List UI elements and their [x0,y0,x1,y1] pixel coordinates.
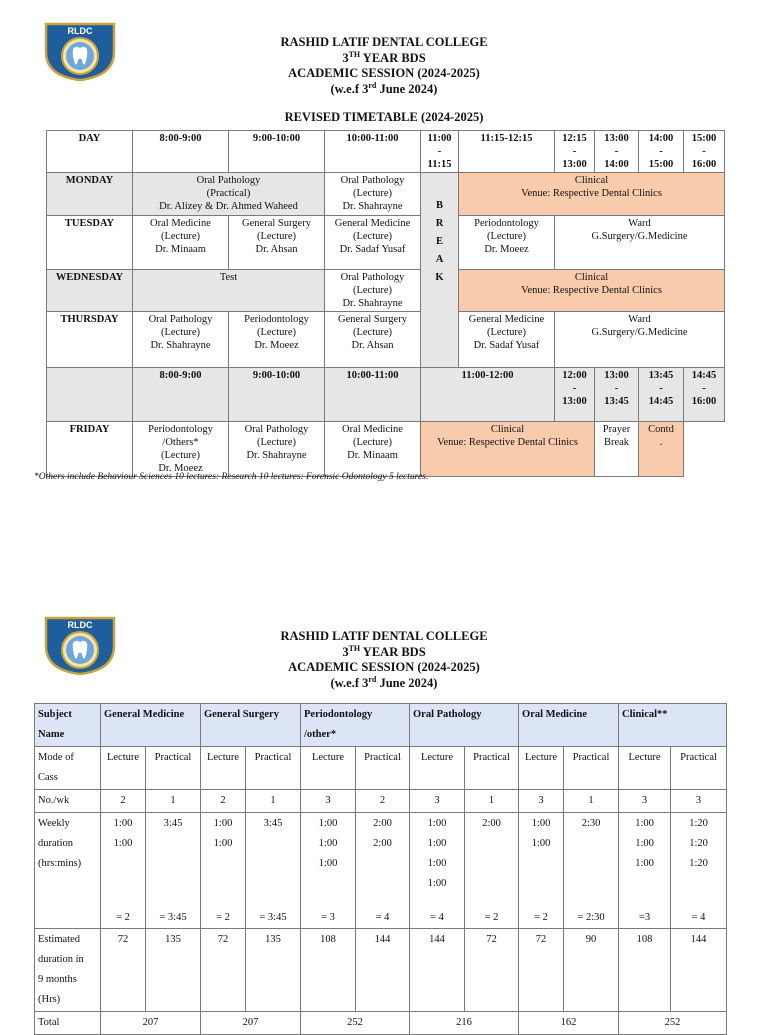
hours-summary-table [34,703,727,1035]
mode-cell: Lecture [301,747,356,790]
class-cell: Periodontology (Lecture) Dr. Moeez [459,216,555,270]
time-header: 11:00-12:00 [421,368,555,422]
thursday-row [47,312,725,368]
nowk-cell: 1 [465,790,519,813]
weekly-cell: 2:00 2:00 = 4 [356,813,410,929]
subject-cell: General Surgery [201,704,301,747]
total-cell: 162 [519,1012,619,1035]
class-cell: Oral Medicine (Lecture) Dr. Minaam [325,422,421,477]
day-label: WEDNESDAY [47,270,133,312]
est-cell: 72 [201,929,246,1012]
est-cell: 135 [246,929,301,1012]
mode-cell: Practical [671,747,727,790]
class-cell: General Surgery (Lecture) Dr. Ahsan [325,312,421,368]
nowk-cell: 1 [564,790,619,813]
nowk-cell: 2 [201,790,246,813]
weekly-cell: 2:00 = 2 [465,813,519,929]
class-cell: General Medicine (Lecture) Dr. Sadaf Yusaf [459,312,555,368]
time-header: 13:00 - 14:00 [595,131,639,173]
total-row [35,1012,727,1035]
time-header: 14:00 - 15:00 [639,131,684,173]
day-label: THURSDAY [47,312,133,368]
clinical-cell: Clinical Venue: Respective Dental Clinics [459,173,725,216]
timetable [46,130,725,477]
class-cell: Oral Medicine (Lecture) Dr. Minaam [133,216,229,270]
ward-cell: Ward G.Surgery/G.Medicine [555,312,725,368]
est-cell: 72 [519,929,564,1012]
time-header: 12:15 - 13:00 [555,131,595,173]
total-cell: 207 [201,1012,301,1035]
total-cell: 207 [101,1012,201,1035]
est-cell: 72 [465,929,519,1012]
timetable-header-row [47,131,725,173]
class-cell: Periodontology (Lecture) Dr. Moeez [229,312,325,368]
prayer-break-cell: Prayer Break [595,422,639,477]
class-cell: Oral Pathology (Practical) Dr. Alizey & Dr. Ahmed Waheed [133,173,325,216]
time-header: 11:00 - 11:15 [421,131,459,173]
mode-cell: Practical [146,747,201,790]
class-cell: Oral Pathology (Lecture) Dr. Shahrayne [229,422,325,477]
friday-row [47,422,725,477]
effective-date: (w.e.f 3rd June 2024) [330,674,438,690]
time-header: 12:00 - 13:00 [555,368,595,422]
est-cell: 135 [146,929,201,1012]
clinical-cell: Clinical Venue: Respective Dental Clinics [459,270,725,312]
year-line: 3TH YEAR BDS [342,49,426,65]
year-line: 3TH YEAR BDS [342,643,426,659]
weekly-cell: 1:00 1:00 1:00 = 3 [301,813,356,929]
time-header: 11:15-12:15 [459,131,555,173]
est-label: Estimated duration in 9 months (Hrs) [35,929,101,1012]
weekly-cell: 1:00 1:00 = 2 [519,813,564,929]
mode-cell: Lecture [410,747,465,790]
day-label: MONDAY [47,173,133,216]
nowk-cell: 2 [101,790,146,813]
mode-cell: Lecture [519,747,564,790]
est-cell: 144 [671,929,727,1012]
mode-cell: Practical [465,747,519,790]
nowk-cell: 1 [246,790,301,813]
contd-cell: Contd . [639,422,684,477]
weekly-cell: 1:00 1:00 1:00 1:00 = 4 [410,813,465,929]
nowk-cell: 2 [356,790,410,813]
subject-row [35,704,727,747]
nowk-cell: 3 [519,790,564,813]
subject-cell: General Medicine [101,704,201,747]
time-header: 9:00-10:00 [229,131,325,173]
weekly-cell: 1:00 1:00 = 2 [101,813,146,929]
mode-row [35,747,727,790]
footnote: *Others include Behaviour Sciences 10 lectures: Research 10 lectures: Forensic Odontology 5 lectures. [34,472,429,482]
time-header: 15:00 - 16:00 [684,131,725,173]
test-cell: Test [133,270,325,312]
clinical-cell: Clinical Venue: Respective Dental Clinics [421,422,595,477]
blank-cell [47,368,133,422]
ward-cell: Ward G.Surgery/G.Medicine [555,216,725,270]
weekly-cell: 1:00 1:00 = 2 [201,813,246,929]
subject-cell: Oral Medicine [519,704,619,747]
total-cell: 216 [410,1012,519,1035]
college-name: RASHID LATIF DENTAL COLLEGE [280,629,488,643]
mode-cell: Practical [356,747,410,790]
document-header [0,35,768,97]
day-header: DAY [47,131,133,173]
est-cell: 108 [301,929,356,1012]
weekly-duration-row [35,813,727,929]
nowk-cell: 3 [619,790,671,813]
time-header: 9:00-10:00 [229,368,325,422]
mode-cell: Lecture [201,747,246,790]
weekly-cell: 3:45 = 3:45 [246,813,301,929]
monday-row [47,173,725,216]
mode-label: Mode of Cass [35,747,101,790]
weekly-cell: 3:45 = 3:45 [146,813,201,929]
class-cell: Periodontology /Others* (Lecture) Dr. Moeez [133,422,229,477]
time-header: 13:00 - 13:45 [595,368,639,422]
total-cell: 252 [619,1012,727,1035]
estimated-duration-row [35,929,727,1012]
nowk-cell: 3 [671,790,727,813]
mode-cell: Practical [246,747,301,790]
time-header: 10:00-11:00 [325,131,421,173]
classes-per-week-row [35,790,727,813]
break-column: B R E A K [421,173,459,368]
mode-cell: Lecture [101,747,146,790]
est-cell: 108 [619,929,671,1012]
class-cell: Oral Pathology (Lecture) Dr. Shahrayne [325,173,421,216]
class-cell: General Medicine (Lecture) Dr. Sadaf Yusaf [325,216,421,270]
wednesday-row [47,270,725,312]
weekly-cell: 1:00 1:00 1:00 =3 [619,813,671,929]
time-header: 14:45 - 16:00 [684,368,725,422]
weekly-cell: 2:30 = 2:30 [564,813,619,929]
tuesday-row [47,216,725,270]
time-header: 8:00-9:00 [133,131,229,173]
subject-label: Subject Name [35,704,101,747]
session-line: ACADEMIC SESSION (2024-2025) [288,660,480,674]
class-cell: General Surgery (Lecture) Dr. Ahsan [229,216,325,270]
total-label: Total [35,1012,101,1035]
effective-date: (w.e.f 3rd June 2024) [330,80,438,96]
nowk-label: No./wk [35,790,101,813]
total-cell: 252 [301,1012,410,1035]
est-cell: 90 [564,929,619,1012]
weekly-label: Weekly duration (hrs:mins) [35,813,101,929]
session-line: ACADEMIC SESSION (2024-2025) [288,66,480,80]
weekly-cell: 1:20 1:20 1:20 = 4 [671,813,727,929]
nowk-cell: 1 [146,790,201,813]
friday-header-row [47,368,725,422]
nowk-cell: 3 [410,790,465,813]
class-cell: Oral Pathology (Lecture) Dr. Shahrayne [325,270,421,312]
subject-cell: Oral Pathology [410,704,519,747]
est-cell: 144 [410,929,465,1012]
time-header: 13:45 - 14:45 [639,368,684,422]
college-name: RASHID LATIF DENTAL COLLEGE [280,35,488,49]
time-header: 8:00-9:00 [133,368,229,422]
subject-cell: Clinical** [619,704,727,747]
class-cell: Oral Pathology (Lecture) Dr. Shahrayne [133,312,229,368]
subject-cell: Periodontology /other* [301,704,410,747]
est-cell: 72 [101,929,146,1012]
day-label: TUESDAY [47,216,133,270]
logo-text: RLDC [67,620,93,630]
timetable-title: REVISED TIMETABLE (2024-2025) [284,110,484,124]
logo-text: RLDC [67,26,93,36]
document-header [0,629,768,691]
nowk-cell: 3 [301,790,356,813]
day-label: FRIDAY [47,422,133,477]
est-cell: 144 [356,929,410,1012]
mode-cell: Lecture [619,747,671,790]
time-header: 10:00-11:00 [325,368,421,422]
mode-cell: Practical [564,747,619,790]
